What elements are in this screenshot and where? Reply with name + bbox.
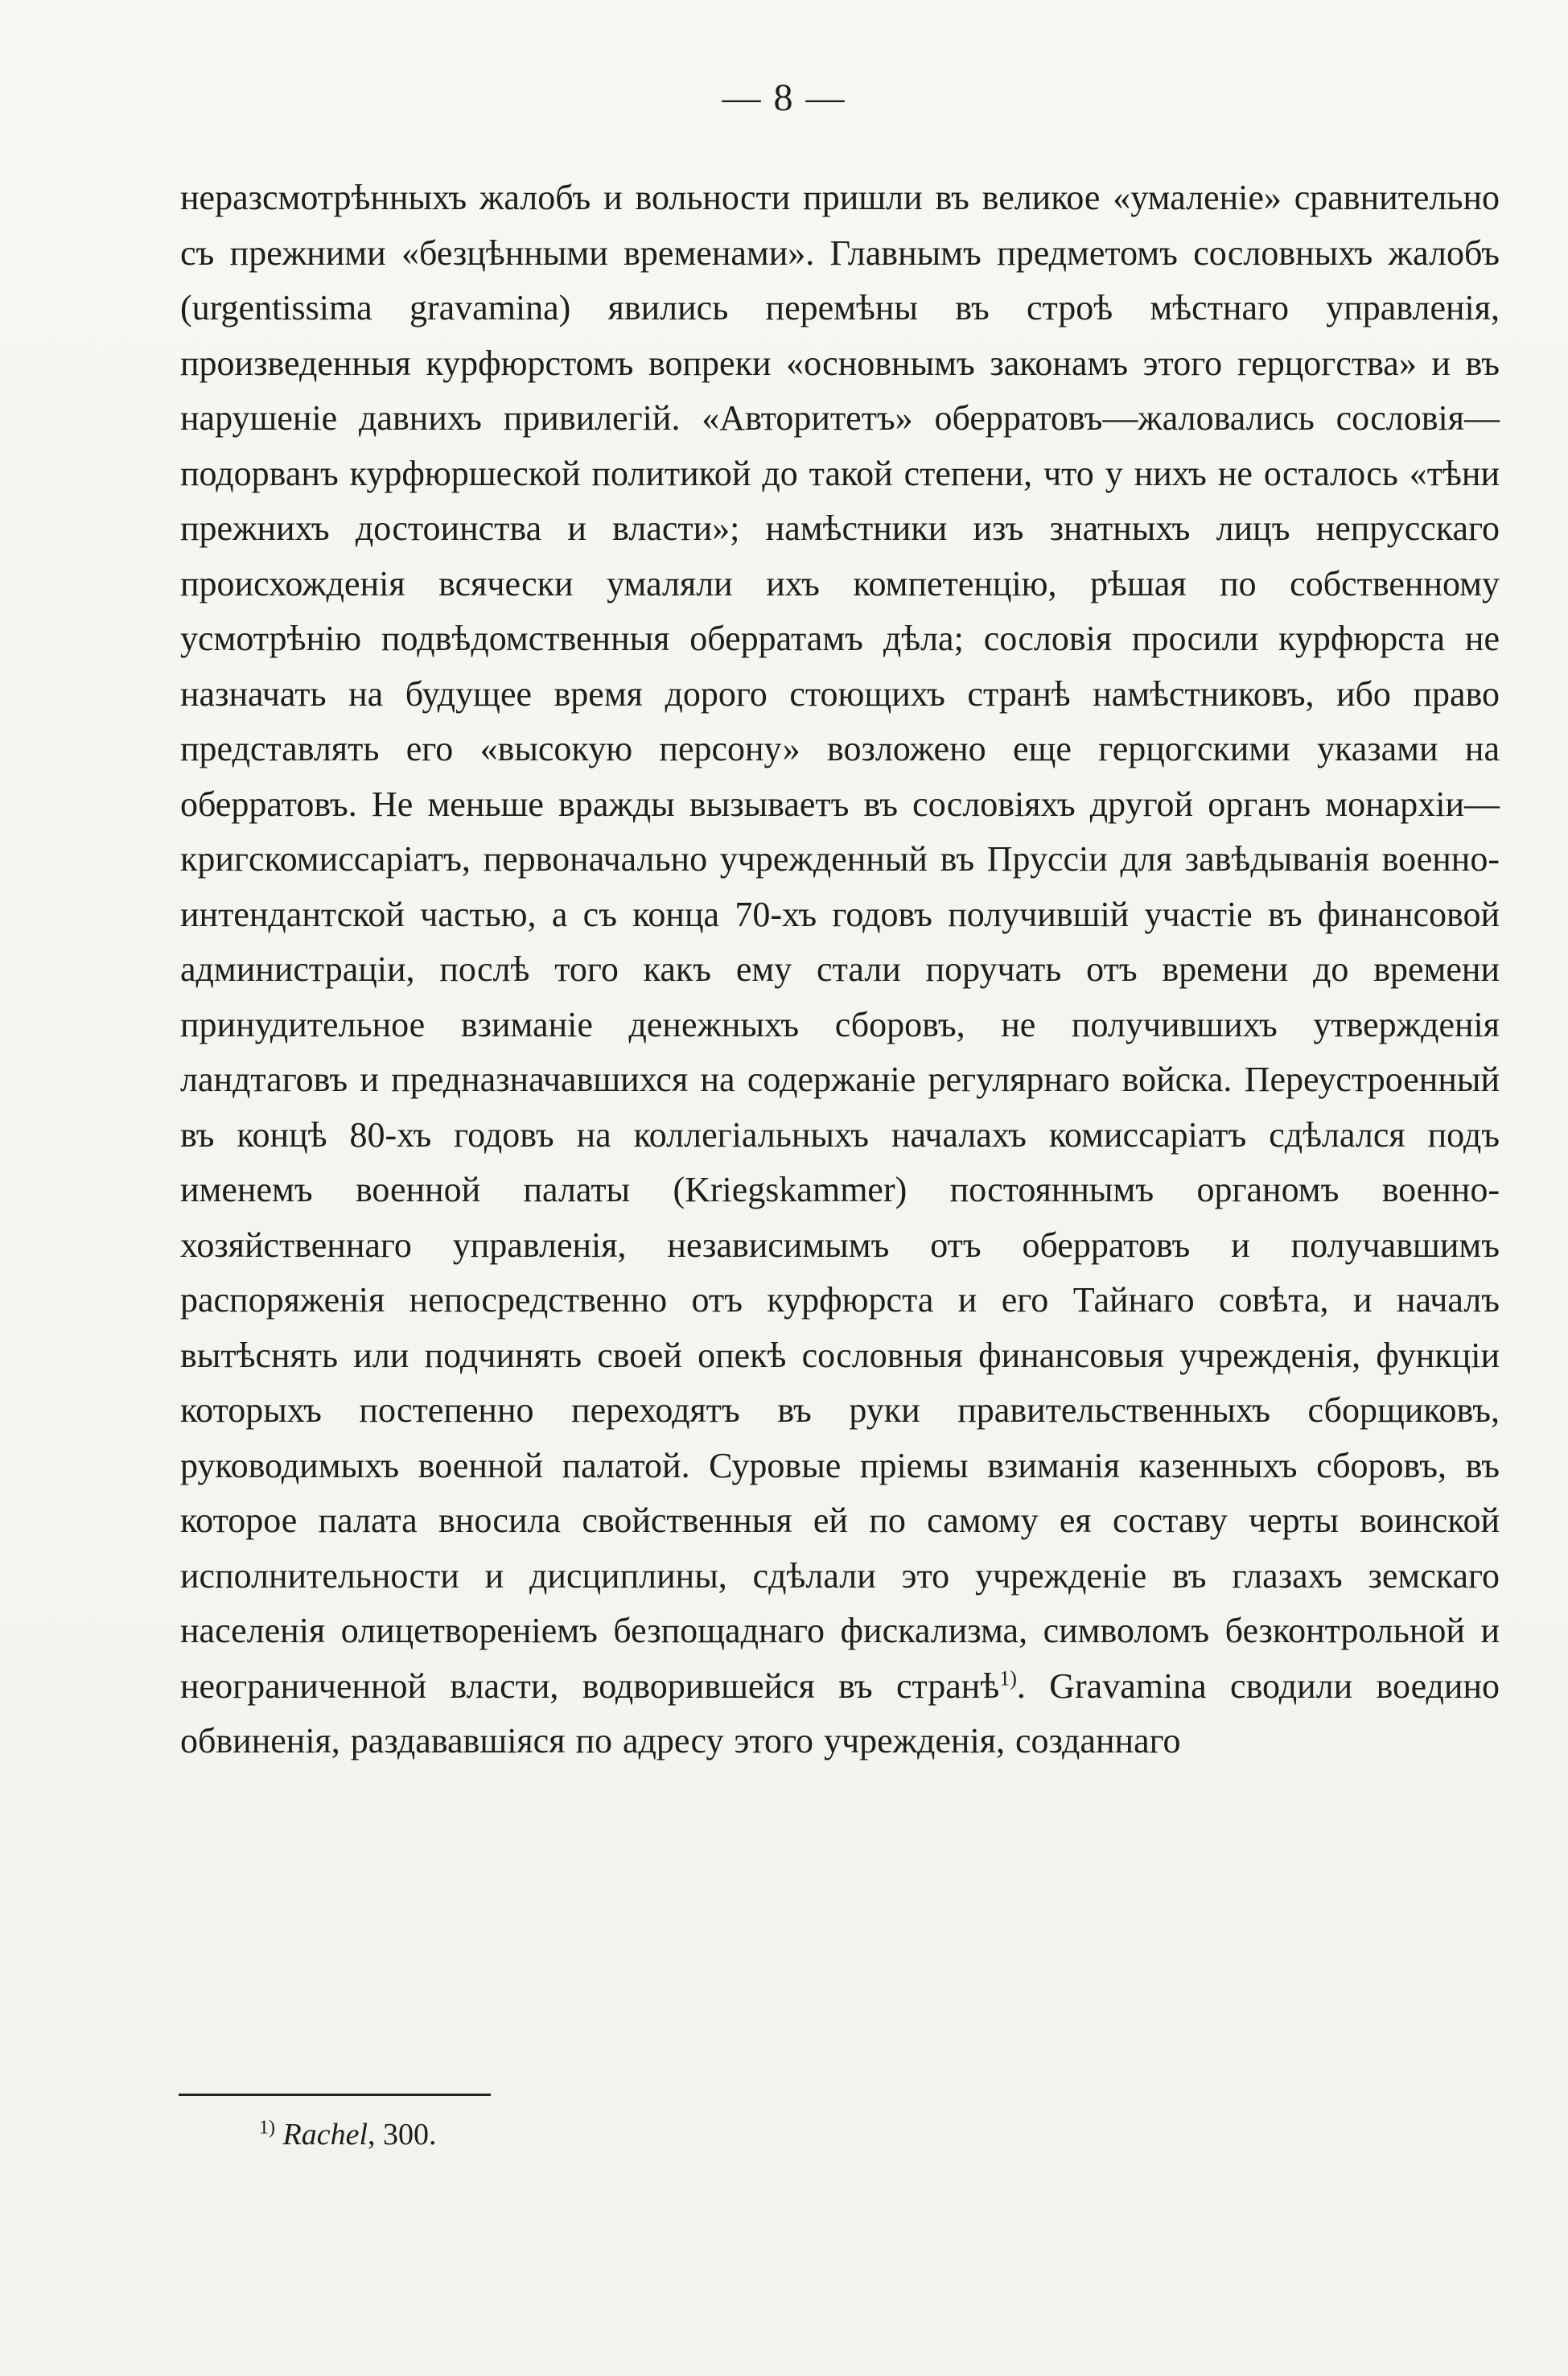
body-text: неразсмотрѣнныхъ жалобъ и вольности пришли въ великое «умаленіе» сравнительно съ прежними «безцѣнными временами». Главнымъ предметомъ сословныхъ жалобъ (urgentissima gravamina) явились перемѣны въ строѣ мѣстнаго управленія, произведенныя курфюрстомъ вопреки «основнымъ законамъ этого герцогства» и въ нарушеніе давнихъ привилегій. «Авторитетъ» оберратовъ—жаловались сословія—подорванъ курфюршеской политикой до такой степени, что у нихъ не осталось «тѣни прежнихъ достоинства и власти»; намѣстники изъ знатныхъ лицъ непрусскаго происхожденія всячески умаляли ихъ компетенцію, рѣшая по собственному усмотрѣнію подвѣдомственныя оберратамъ дѣла; сословія просили курфюрста не назначать на будущее время дорого стоющихъ странѣ намѣстниковъ, ибо право представлять его «высокую персону» возложено еще герцогскими указами на оберратовъ. Не меньше вражды вызываетъ въ сословіяхъ другой органъ монархіи—кригскомиссаріатъ, первоначально учрежденный въ Пруссіи для завѣдыванія военно-интендантской частью, а съ конца 70-хъ годовъ получившій участіе въ финансовой администраціи, послѣ того какъ ему стали поручать отъ времени до времени принудительное взиманіе денежныхъ сборовъ, не получившихъ утвержденія ландтаговъ и предназначавшихся на содержаніе регулярнаго войска. Переустроенный въ концѣ 80-хъ годовъ на коллегіальныхъ началахъ комиссаріатъ сдѣлался подъ именемъ военной палаты (Kriegskammer) постояннымъ органомъ военно-хозяйственнаго управленія, независимымъ отъ оберратовъ и получавшимъ распоряженія непосредственно отъ курфюрста и его Тайнаго совѣта, и началъ вытѣснять или подчинять своей опекѣ сословныя финансовыя учрежденія, функціи которыхъ постепенно переходятъ въ руки правительственныхъ сборщиковъ, руководимыхъ военной палатой. Суровые пріемы взиманія казенныхъ сборовъ, въ которое палата вносила свойственныя ей по самому ея составу черты воинской исполнительности и дисциплины, сдѣлали это учрежденіе въ глазахъ земскаго населенія олицетвореніемъ безпощаднаго фискализма, символомъ безконтрольной и неограниченной власти, водворившейся въ странѣ — [180, 178, 1500, 1706]
footnote-divider — [179, 2094, 491, 2096]
footnote — [259, 2115, 437, 2155]
footnote-reference[interactable]: 1) — [999, 1666, 1017, 1690]
footnote-author: Rachel — [282, 2118, 368, 2152]
footnote-page: 300. — [383, 2118, 437, 2152]
page-number: — 8 — — [722, 76, 846, 119]
body-text-continued: . Gravamina сводили воедино обвиненія, раздававшіяся по адресу этого учрежденія, созданнаго — [180, 1666, 1500, 1760]
footnote-mark: 1) — [259, 2117, 275, 2139]
footnote-separator: , — [368, 2118, 384, 2152]
body-paragraph — [180, 171, 1500, 1769]
